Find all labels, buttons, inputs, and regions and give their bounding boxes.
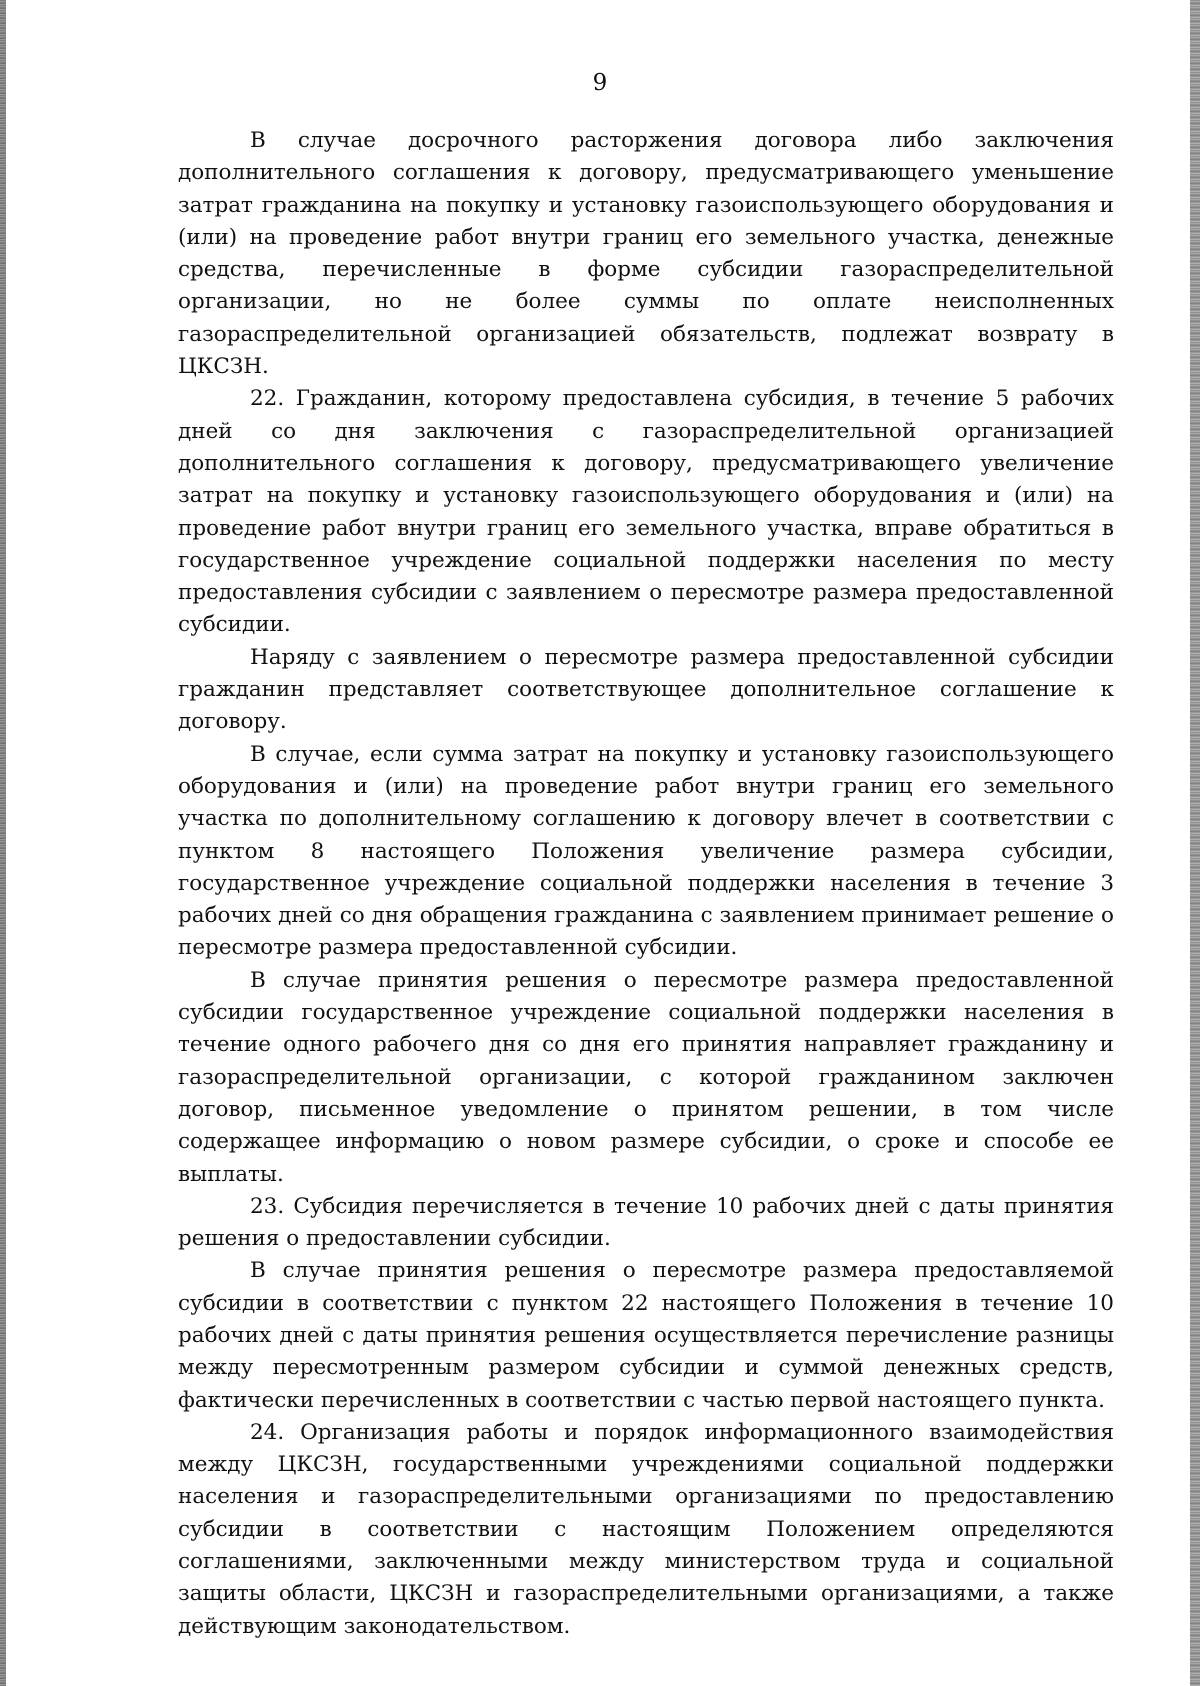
paragraph: В случае, если сумма затрат на покупку и установку газоиспользующего оборудования и (или) на проведение работ внутри границ его земельного участка по дополнительному соглашению к договору влечет в соответствии с пунктом 8 настоящего Положения увеличение размера субсидии, государственное учреждение социальной поддержки населения в течение 3 рабочих дней со дня обращения гражданина с заявлением принимает решение о пересмотре размера предоставленной субсидии. bbox=[178, 741, 1114, 961]
scan-edge-left bbox=[0, 0, 6, 1686]
paragraph: 22. Гражданин, которому предоставлена субсидия, в течение 5 рабочих дней со дня заключения с газораспределительной организацией дополнительного соглашения к договору, предусматривающего увеличение затрат на покупку и установку газоиспользующего оборудования и (или) на проведение работ внутри границ его земельного участка, вправе обратиться в государственное учреждение социальной поддержки населения по месту предоставления субсидии с заявлением о пересмотре размера предоставленной субсидии. bbox=[178, 386, 1114, 638]
document-body bbox=[178, 125, 1114, 1643]
paragraph: 24. Организация работы и порядок информационного взаимодействия между ЦКСЗН, государственными учреждениями социальной поддержки населения и газораспределительными организациями по предоставлению субсидии в соответствии с настоящим Положением определяются соглашениями, заключенными между министерством труда и социальной защиты области, ЦКСЗН и газораспределительными организациями, а также действующим законодательством. bbox=[178, 1419, 1114, 1639]
paragraph: В случае принятия решения о пересмотре размера предоставляемой субсидии в соответствии с пунктом 22 настоящего Положения в течение 10 рабочих дней с даты принятия решения осуществляется перечисление разницы между пересмотренным размером субсидии и суммой денежных средств, фактически перечисленных в соответствии с частью первой настоящего пункта. bbox=[178, 1258, 1114, 1413]
paragraph: В случае принятия решения о пересмотре размера предоставленной субсидии государственное учреждение социальной поддержки населения в течение одного рабочего дня со дня его принятия направляет гражданину и газораспределительной организации, с которой гражданином заключен договор, письменное уведомление о принятом решении, в том числе содержащее информацию о новом размере субсидии, о сроке и способе ее выплаты. bbox=[178, 967, 1114, 1187]
paragraph: 23. Субсидия перечисляется в течение 10 рабочих дней с даты принятия решения о предоставлении субсидии. bbox=[178, 1193, 1114, 1252]
paragraph: В случае досрочного расторжения договора либо заключения дополнительного соглашения к договору, предусматривающего уменьшение затрат гражданина на покупку и установку газоиспользующего оборудования и (или) на проведение работ внутри границ его земельного участка, денежные средства, перечисленные в форме субсидии газораспределительной организации, но не более суммы по оплате неисполненных газораспределительной организацией обязательств, подлежат возврату в ЦКСЗН. bbox=[178, 128, 1114, 380]
page-number: 9 bbox=[592, 70, 608, 96]
paragraph: Наряду с заявлением о пересмотре размера предоставленной субсидии гражданин представляет соответствующее дополнительное соглашение к договору. bbox=[178, 644, 1114, 735]
scan-edge-right bbox=[1190, 0, 1200, 1686]
